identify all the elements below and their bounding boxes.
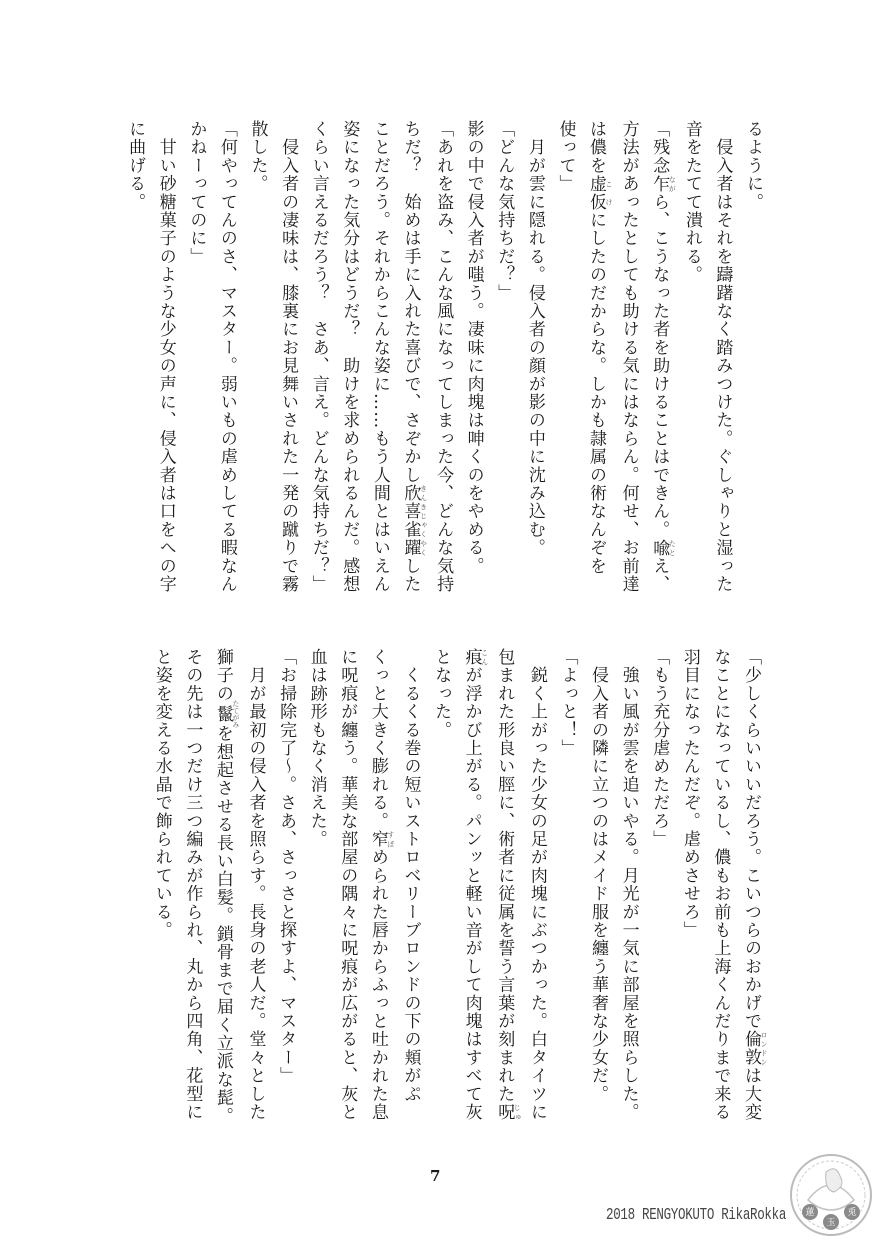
text-column: [519, 120, 550, 596]
furigana: きんきじゃくやく: [419, 484, 428, 557]
ruby-word: 呪 じゅ: [494, 1103, 522, 1122]
text-column: [303, 120, 334, 596]
text-segment: は儂を: [586, 120, 607, 175]
text-column: [211, 120, 242, 596]
text-column: [362, 648, 395, 1124]
text-column: [550, 120, 581, 596]
text-column: [395, 120, 428, 596]
text-column: [644, 648, 675, 1124]
furigana: たてがみ: [231, 699, 240, 728]
text-segment: 散した。: [247, 120, 268, 193]
text-column: [735, 648, 768, 1124]
furigana: たと: [668, 538, 677, 557]
text-segment: 「少しくらいいいだろう。こいつらのおかげで: [741, 648, 761, 1031]
furigana: こけ: [605, 174, 614, 211]
text-segment: 「何やってんのさ、マスター。弱いもの虐めしてる暇なん: [216, 120, 237, 594]
svg-text:玉: 玉: [826, 1218, 836, 1228]
text-segment: に曲げる。: [125, 120, 146, 211]
text-segment: と姿を変える水晶で飾られている。: [151, 648, 172, 940]
text-column: [181, 120, 212, 596]
ruby-word: 乍 なが: [649, 174, 677, 193]
text-segment: 「よっと！」: [557, 648, 578, 758]
text-column: [489, 120, 520, 596]
text-column: [425, 648, 456, 1124]
text-segment: 影の中で侵入者が嗤う。凄味に肉塊は呻くのをやめる。: [463, 120, 484, 575]
text-segment: に呪痕が纏う。華美な部屋の隅々に呪痕が広がると、灰と: [337, 648, 358, 1122]
furigana: なが: [668, 174, 677, 193]
text-segment: くるくる巻の短いストロベリーブロンドの下の頬がぷ: [400, 648, 421, 1103]
text-segment: 「どんな気持ちだ？」: [494, 120, 515, 302]
text-segment: かねーってのに」: [186, 120, 207, 266]
text-column: [705, 648, 736, 1124]
svg-text:蓮: 蓮: [805, 1208, 815, 1218]
text-segment: え、: [649, 556, 670, 594]
text-segment: なことになっているし、儂もお前も上海くんだりまで来る: [710, 648, 731, 1122]
text-segment: 「お掃除完了～。さあ、さっさと探すよ、マスター」: [276, 648, 297, 1085]
text-column: [613, 648, 644, 1124]
text-segment: 甘い砂糖菓子のような少女の声に、侵入者は口をへの字: [155, 120, 176, 594]
text-column: [456, 648, 489, 1124]
text-column: [301, 648, 332, 1124]
text-segment: くっと大きく膨れる。: [367, 648, 388, 830]
text-column: [613, 120, 644, 596]
text-column: [364, 120, 395, 596]
text-column: [273, 120, 304, 596]
text-column: [521, 648, 552, 1124]
text-segment: 鋭く上がった少女の足が肉塊にぶつかった。白タイツに: [526, 648, 547, 1122]
text-column: [489, 648, 522, 1124]
ruby-word: 虚仮 こけ: [586, 174, 614, 212]
text-segment: 侵入者はそれを躊躇なく踏みつけた。ぐしゃりと湿った: [712, 120, 733, 594]
text-column: [332, 648, 363, 1124]
text-column: [552, 648, 583, 1124]
text-segment: 侵入者の隣に立つのはメイド服を纏う華奢な少女だ。: [588, 648, 609, 1103]
text-segment: を想起させる長い白髪。鎖骨まで届く立派な髭。: [212, 724, 233, 1125]
text-segment: 強い風が雲を追いやる。月光が一気に部屋を照らした。: [618, 648, 639, 1122]
text-column: [427, 120, 458, 596]
text-segment: ちだ？ 始めは手に入れた喜びで、さぞかし: [400, 120, 421, 484]
furigana: じゅ: [513, 1103, 522, 1122]
text-segment: 包まれた形良い脛に、術者に従属を誓う言葉が刻まれた: [494, 648, 515, 1103]
ruby-word: 欣喜雀躍 きんきじゃくやく: [400, 484, 428, 557]
text-column: [240, 648, 271, 1124]
text-column: [146, 648, 177, 1124]
text-column: [674, 648, 705, 1124]
text-segment: められた唇からふっと吐かれた息: [367, 848, 388, 1122]
ruby-word: 喩 たと: [649, 538, 677, 557]
text-segment: 「もう充分虐めただろ」: [649, 648, 670, 849]
ruby-word: 倫敦 ロンドン: [741, 1030, 768, 1067]
text-segment: は大変: [741, 1066, 761, 1122]
svg-text:兎: 兎: [847, 1208, 857, 1218]
text-segment: にしたのだからな。しかも隷属の術なんぞを: [586, 211, 607, 576]
text-column: [242, 120, 273, 596]
text-column: [395, 648, 426, 1124]
text-segment: 使って」: [555, 120, 576, 193]
text-column: [334, 120, 365, 596]
text-segment: 獅子の: [212, 648, 233, 703]
text-block-top: [125, 120, 768, 596]
text-segment: した: [400, 556, 421, 594]
circle-seal-logo-icon: [788, 1150, 874, 1240]
text-column: [580, 120, 613, 596]
text-column: [271, 648, 302, 1124]
text-column: [120, 120, 151, 596]
text-segment: 方法があったとしても助ける気にはならん。何せ、お前達: [618, 120, 639, 594]
text-segment: その先は一つだけ三つ編みが作られ、丸から四角、花型に: [182, 648, 203, 1122]
text-segment: 侵入者の凄味は、膝裏にお見舞いされた一発の蹴りで霧: [278, 120, 299, 594]
ruby-word: 鬣 たてがみ: [212, 699, 240, 728]
text-column: [582, 648, 613, 1124]
page-number: 7: [430, 1167, 441, 1185]
text-segment: 羽目になったんだぞ。虐めさせろ」: [679, 648, 700, 940]
text-segment: 月が雲に隠れる。侵入者の顔が影の中に沈み込む。: [524, 120, 545, 557]
text-segment: ら、こうなった者を助けることはできん。: [649, 192, 670, 539]
text-column: [177, 648, 208, 1124]
ruby-word: 窄 すぼ: [367, 830, 395, 849]
text-column: [458, 120, 489, 596]
text-segment: ことだろう。それからこんな姿に……もう人間とはいえん: [369, 120, 390, 594]
text-segment: くらい言えるだろう？ さあ、言え。どんな気持ちだ？」: [308, 120, 329, 594]
text-column: [150, 120, 181, 596]
text-segment: となった。: [431, 648, 452, 739]
ruby-word: 痕 こん: [461, 648, 489, 667]
footer-credit: 2018 RENGYOKUTO RikaRokka: [606, 1206, 787, 1225]
text-segment: るように。: [743, 120, 763, 211]
text-column: [207, 648, 240, 1124]
furigana: ロンドン: [760, 1030, 768, 1067]
text-segment: 姿になった気分はどうだ？ 助けを求められるんだ。感想: [339, 120, 360, 594]
text-segment: 音をたてて潰れる。: [681, 120, 702, 284]
text-column: [644, 120, 677, 596]
text-segment: 「残念: [649, 120, 670, 175]
text-segment: が浮かび上がる。パンッと軽い音がして肉塊はすべて灰: [461, 666, 482, 1122]
text-block-bottom: [151, 648, 768, 1125]
text-segment: 「あれを盗み、こんな風になってしまった今、どんな気持: [433, 120, 454, 594]
text-column: [676, 120, 707, 596]
text-segment: 血は跡形もなく消えた。: [306, 648, 327, 849]
furigana: すぼ: [386, 830, 395, 849]
text-column: [707, 120, 738, 596]
text-segment: 月が最初の侵入者を照らす。長身の老人だ。堂々とした: [245, 648, 266, 1122]
furigana: こん: [480, 648, 489, 667]
text-column: [737, 120, 768, 596]
